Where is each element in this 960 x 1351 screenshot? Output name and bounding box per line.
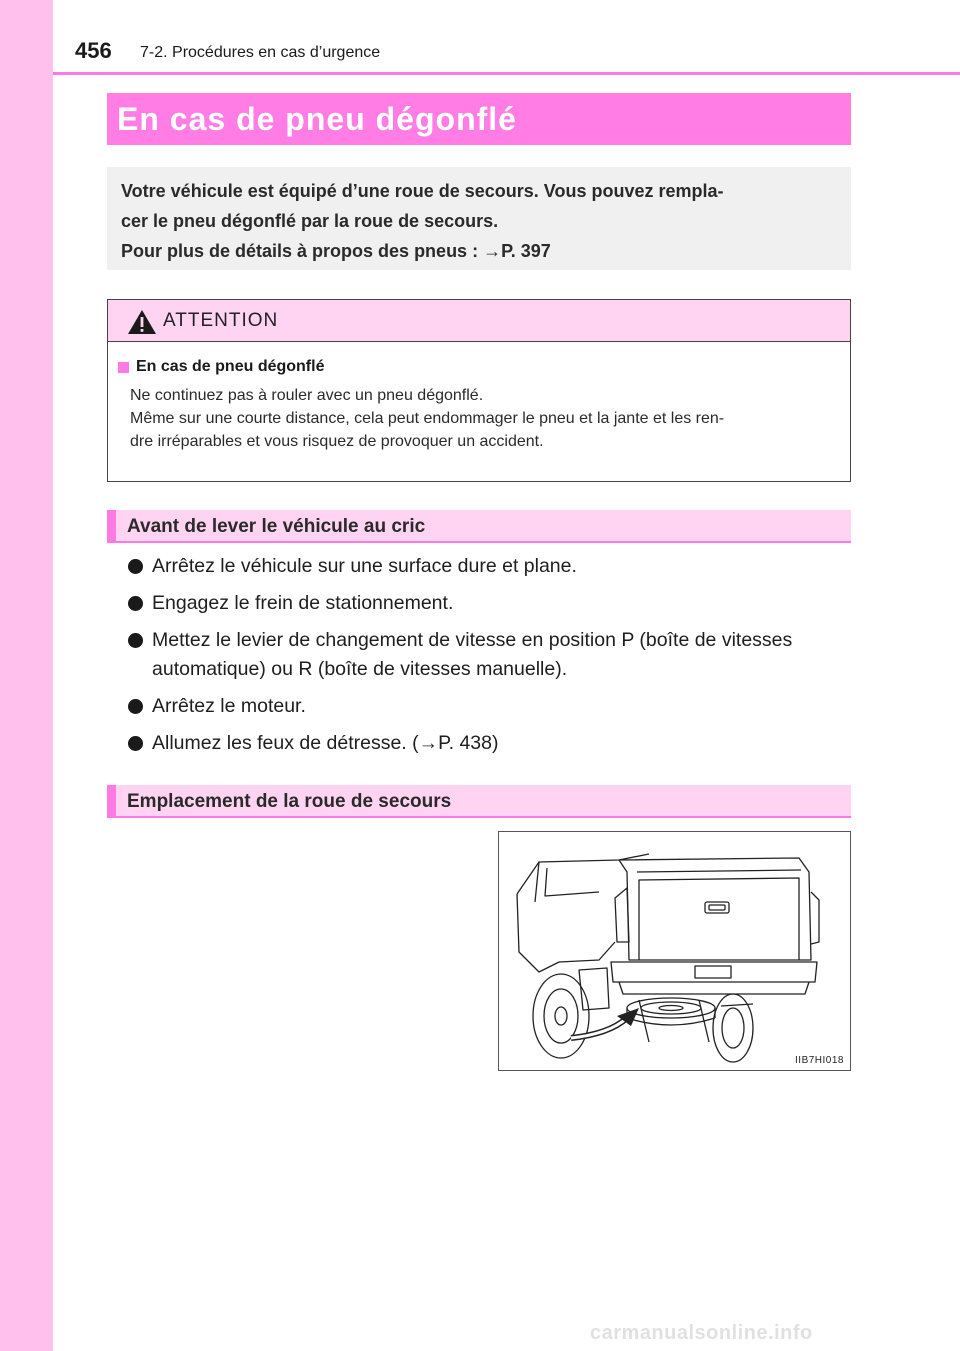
bullet-dot-icon bbox=[128, 559, 143, 574]
side-band bbox=[0, 0, 53, 1351]
watermark: carmanualsonline.info bbox=[590, 1322, 813, 1344]
page-title: En cas de pneu dégonflé bbox=[107, 93, 851, 145]
square-bullet-icon bbox=[118, 362, 129, 373]
warning-line: dre irréparables et vous risquez de provoquer un accident. bbox=[130, 433, 544, 450]
bullet-dot-icon bbox=[128, 736, 143, 751]
warning-line: Ne continuez pas à rouler avec un pneu dégonflé. bbox=[130, 387, 484, 404]
intro-line: cer le pneu dégonflé par la roue de secours. bbox=[121, 211, 499, 231]
list-item: Allumez les feux de détresse. (→P. 438) bbox=[128, 729, 858, 758]
header-rule bbox=[53, 72, 960, 75]
section-heading-text: Avant de lever le véhicule au cric bbox=[127, 516, 426, 537]
bullet-list bbox=[128, 552, 858, 766]
pickup-rear-drawing bbox=[499, 832, 852, 1072]
warning-text bbox=[130, 384, 838, 453]
heading-accent-bar bbox=[107, 510, 116, 541]
page-number: 456 bbox=[75, 38, 112, 63]
warning-body bbox=[108, 342, 850, 453]
warning-line: Même sur une courte distance, cela peut endommager le pneu et la jante et les ren- bbox=[130, 410, 725, 427]
warning-header bbox=[108, 300, 850, 342]
list-item: Engagez le frein de stationnement. bbox=[128, 589, 858, 618]
bullet-dot-icon bbox=[128, 633, 143, 648]
warning-box bbox=[107, 299, 851, 482]
bullet-dot-icon bbox=[128, 596, 143, 611]
heading-accent-bar bbox=[107, 785, 116, 816]
list-item: Arrêtez le véhicule sur une surface dure et plane. bbox=[128, 552, 858, 581]
intro-box bbox=[107, 167, 851, 270]
intro-reference: Pour plus de détails à propos des pneus : →P. 397 bbox=[121, 241, 551, 261]
warning-triangle-icon bbox=[127, 309, 157, 335]
intro-line: Votre véhicule est équipé d’une roue de secours. Vous pouvez rempla- bbox=[121, 181, 724, 201]
list-item: Mettez le levier de changement de vitesse en position P (boîte de vitesses automatique) ou R (boîte de vitesses manuelle). bbox=[128, 626, 858, 684]
figure-code: IIB7HI018 bbox=[795, 1055, 844, 1066]
list-item: Arrêtez le moteur. bbox=[128, 692, 858, 721]
bullet-dot-icon bbox=[128, 699, 143, 714]
warning-subtitle bbox=[118, 358, 838, 376]
section-title: 7-2. Procédures en cas d’urgence bbox=[140, 44, 381, 61]
section-heading-spare-location bbox=[107, 785, 851, 818]
warning-label: ATTENTION bbox=[163, 310, 279, 331]
warning-subtitle-text: En cas de pneu dégonflé bbox=[136, 358, 325, 375]
section-heading-jack bbox=[107, 510, 851, 543]
spare-tire-illustration bbox=[498, 831, 851, 1071]
section-heading-text: Emplacement de la roue de secours bbox=[127, 791, 452, 812]
